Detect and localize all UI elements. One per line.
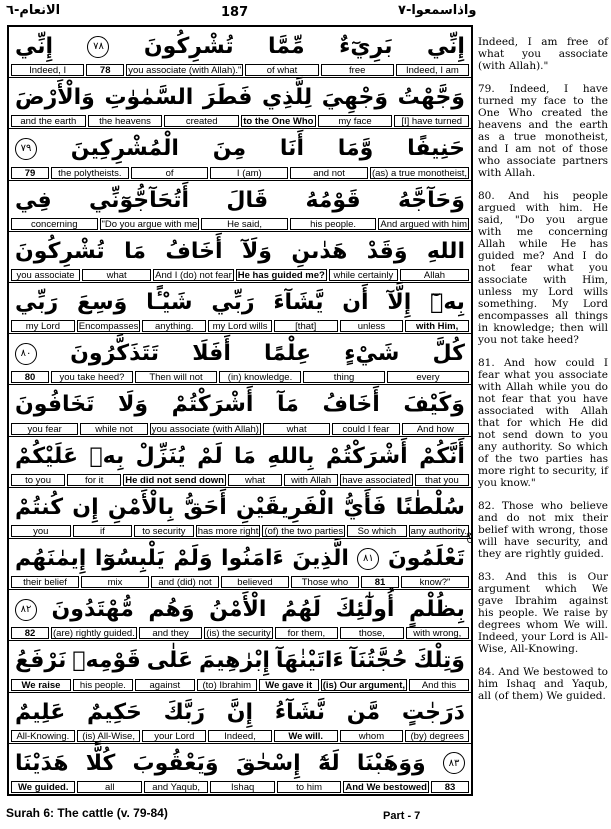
gloss-word: created: [164, 115, 239, 127]
arabic-word: كُلَّ: [432, 341, 465, 367]
gloss-word: my Lord: [11, 320, 75, 332]
gloss-word: (as) a true monotheist,: [371, 167, 467, 179]
gloss-word: those,: [340, 627, 403, 639]
surah-header-arabic: الانعام-٦: [6, 3, 61, 18]
arabic-word: عِلْمًا: [264, 341, 312, 367]
arabic-word: كُلًّا: [85, 750, 116, 776]
gloss-word: to him: [277, 781, 341, 793]
gloss-word: unless: [340, 320, 404, 332]
gloss-word: you associate (with Allah).": [128, 65, 242, 77]
arabic-word: أَشْرَكْتُمْ: [325, 443, 408, 469]
translation-paragraph: 84. And We bestowed to him Ishaq and Yaqub, all (of them) We guided.: [478, 666, 608, 702]
verse-row: [9, 437, 471, 488]
gloss-word: to you: [11, 474, 65, 486]
gloss-word: 83: [431, 781, 469, 793]
arabic-word: مِنَ: [212, 136, 247, 162]
gloss-word: Ishaq: [210, 781, 274, 793]
arabic-word: إِنَّ: [226, 699, 254, 725]
gloss-word: my face: [318, 115, 393, 127]
gloss-word: I (am): [210, 167, 288, 179]
gloss-word: And how: [402, 423, 469, 435]
gloss-word: that you: [415, 474, 469, 486]
arabic-word: رَبَّكَ: [163, 699, 206, 725]
gloss-word: free: [321, 64, 394, 76]
arabic-word: الَّذِينَ: [292, 546, 349, 572]
arabic-word: وَحَآجَّهُ: [397, 187, 465, 213]
arabic-word: قَوْمِهٖ: [72, 648, 141, 674]
arabic-word: شَيْءٍ: [344, 341, 400, 367]
english-gloss-line: [11, 371, 469, 383]
footer-part: Part - 7: [383, 810, 421, 822]
arabic-word: وَيَعْقُوبَ: [132, 750, 219, 776]
gloss-word: All-Knowing.: [11, 730, 75, 742]
arabic-word: مَآ: [277, 392, 299, 418]
english-gloss-line: [11, 423, 469, 435]
verse-row: [9, 129, 471, 180]
arabic-word: قَوْمُهُ: [305, 187, 361, 213]
footer-surah: Surah 6: The cattle (v. 79-84): [6, 806, 168, 820]
gloss-word: We raise: [11, 679, 71, 691]
verse-row: [9, 181, 471, 232]
gloss-word: with Allah: [284, 474, 338, 486]
gloss-word: and not: [290, 167, 368, 179]
arabic-word: وَسِعَ: [76, 290, 128, 316]
arabic-word: أَنَا: [279, 136, 304, 162]
arabic-line: [15, 29, 465, 64]
gloss-word: his people.: [73, 679, 133, 691]
arabic-word: إِبْرٰهِيمَ: [198, 648, 270, 674]
gloss-word: for it: [67, 474, 121, 486]
translation-paragraph: 81. And how could I fear what you associate with Allah while you do not fear that you have associated with Allah that for which He did not send down to you any authority. So which of the two parties has more right to security, if you know.": [478, 357, 608, 489]
arabic-word: أَشْرَكْتُمْ: [171, 392, 254, 418]
arabic-word: قَالَ: [226, 187, 269, 213]
arabic-word: نَّشَآءُ: [274, 699, 325, 725]
arabic-word: مَا: [124, 238, 146, 264]
arabic-word: رَبِّي: [211, 290, 255, 316]
arabic-word: أَنَّكُمْ: [419, 443, 465, 469]
english-gloss-line: [11, 730, 469, 742]
arabic-word: فَأَيُّ: [343, 494, 387, 520]
gloss-word: you associate (with Allah): [151, 423, 259, 435]
gloss-word: and Yaqub,: [144, 781, 208, 793]
gloss-word: We guided.: [11, 781, 75, 793]
arabic-word: بِاللهِ: [267, 443, 315, 469]
gloss-word: to security: [134, 525, 194, 537]
rub-marker: ربع: [466, 532, 476, 544]
arabic-word: بِظُلْمٍ: [409, 597, 465, 623]
english-gloss-line: [11, 218, 469, 230]
gloss-word: thing: [303, 371, 385, 383]
arabic-line: [15, 131, 465, 166]
gloss-word: you: [11, 525, 71, 537]
gloss-word: while not: [80, 423, 147, 435]
translation-paragraph: Indeed, I am free of what you associate (with Allah).": [478, 36, 608, 72]
gloss-word: [I] have turned: [394, 115, 469, 127]
translation-paragraph: 83. And this is Our argument which We gave Ibrahim against his people. We raise by degrees whom We will. Indeed, your Lord is All-Wise, All-Knowing.: [478, 571, 608, 655]
arabic-line: [15, 643, 465, 678]
arabic-line: [15, 592, 465, 627]
gloss-word: for them,: [275, 627, 338, 639]
gloss-word: their belief: [11, 576, 79, 588]
verse-row: [9, 232, 471, 283]
arabic-word: عَلَيْكُمْ: [15, 443, 79, 469]
arabic-word: وَتِلْكَ: [413, 648, 465, 674]
verse-number-marker: ٨٢: [15, 599, 37, 621]
verse-row: [9, 641, 471, 692]
gloss-word: And I (do) not fear: [155, 269, 232, 281]
gloss-word: have associated: [342, 474, 411, 486]
arabic-word: بِهٖ: [89, 443, 125, 469]
verse-row: [9, 744, 471, 795]
gloss-word: (are) rightly guided.: [53, 628, 135, 640]
arabic-word: إِلَّآ: [387, 290, 412, 316]
arabic-word: وَجَّهْتُ: [397, 85, 465, 111]
arabic-line: [15, 285, 465, 320]
gloss-word: his people.: [290, 218, 377, 230]
arabic-word: وَكَيْفَ: [403, 392, 465, 418]
english-gloss-line: [11, 474, 469, 486]
english-gloss-line: [11, 269, 469, 281]
arabic-word: أَفَلَا: [192, 341, 231, 367]
gloss-word: could I fear: [332, 423, 399, 435]
verse-row: [9, 385, 471, 436]
arabic-word: ءَاتَيْنٰهَآ: [275, 648, 344, 674]
gloss-word: 79: [11, 167, 49, 179]
gloss-word: every: [387, 371, 469, 383]
arabic-word: بِالْأَمْنِ: [107, 494, 175, 520]
arabic-line: [15, 541, 465, 576]
gloss-word: So which: [347, 525, 407, 537]
gloss-word: (to) Ibrahim: [197, 679, 257, 691]
arabic-word: إِنِّي: [426, 34, 465, 60]
arabic-word: أُولٰٓئِكَ: [335, 597, 395, 623]
verse-row: [9, 539, 471, 590]
english-gloss-line: [11, 627, 469, 639]
translation-paragraph: 82. Those who believe and do not mix their belief with wrong, those will have security, and they are rightly guided.: [478, 500, 608, 560]
gloss-word: and they: [139, 627, 202, 639]
gloss-word: He has guided me?: [237, 269, 325, 281]
arabic-word: وَلَا: [117, 392, 148, 418]
arabic-word: أَتُحَآجُّوٓنِّي: [88, 187, 190, 213]
arabic-word: إِن: [72, 494, 99, 520]
gloss-word: We will.: [274, 730, 338, 742]
arabic-word: إِيمٰنَهُم: [15, 546, 87, 572]
gloss-word: you associate: [11, 269, 80, 281]
arabic-word: وَقَدْ: [366, 238, 408, 264]
verse-number-marker: ٧٩: [15, 138, 37, 160]
translation-paragraph: 80. And his people argued with him. He said, "Do you argue with me concerning Allah while He has guided me? And I do not fear what you associate with Him, unless my Lord wills something. My Lord encompasses all things in knowledge; then will you not take heed?: [478, 190, 608, 346]
arabic-word: سُلْطٰنًا: [395, 494, 465, 520]
arabic-word: إِسْحٰقَ: [235, 750, 301, 776]
arabic-word: هَدٰىنِ: [291, 238, 348, 264]
gloss-word: your Lord: [142, 730, 206, 742]
translation-column: [478, 36, 608, 713]
verse-row: [9, 27, 471, 78]
arabic-word: وَوَهَبْنَا: [356, 750, 426, 776]
gloss-word: know?": [401, 576, 469, 588]
arabic-word: الْفَرِيقَيْنِ: [236, 494, 335, 520]
arabic-word: يَلْبِسُوٓا: [94, 546, 165, 572]
gloss-word: Encompasses: [77, 320, 141, 332]
arabic-word: وَلَمْ: [173, 546, 213, 572]
arabic-word: تَتَذَكَّرُونَ: [70, 341, 160, 367]
gloss-word: you take heed?: [51, 371, 133, 383]
gloss-word: whom: [340, 730, 404, 742]
gloss-word: against: [135, 679, 195, 691]
gloss-word: believed: [221, 576, 289, 588]
arabic-word: هَدَيْنَا: [15, 750, 69, 776]
arabic-line: [15, 490, 465, 525]
arabic-word: مُّهْتَدُونَ: [51, 597, 134, 623]
gloss-word: Indeed, I am: [396, 64, 469, 76]
gloss-word: mix: [81, 576, 149, 588]
word-by-word-frame: [7, 25, 473, 796]
gloss-word: 82: [11, 627, 49, 639]
verse-row: [9, 283, 471, 334]
gloss-word: Indeed, I: [11, 64, 84, 76]
verse-number-marker: ٨١: [357, 548, 379, 570]
arabic-word: وَلَآ: [241, 238, 272, 264]
verse-row: [9, 693, 471, 744]
gloss-word: (is) All-Wise,: [77, 730, 141, 742]
arabic-word: لَهٗٓ: [318, 750, 340, 776]
arabic-word: لِلَّذِي: [262, 85, 313, 111]
gloss-word: And We bestowed: [345, 781, 427, 793]
gloss-word: Indeed,: [208, 730, 272, 742]
english-gloss-line: [11, 679, 469, 691]
gloss-word: anything.: [142, 320, 206, 332]
arabic-word: تُشْرِكُونَ: [143, 34, 234, 60]
arabic-word: السَّمٰوٰتِ: [104, 85, 194, 111]
arabic-line: [15, 234, 465, 269]
arabic-word: الْأَمْنُ: [209, 597, 267, 623]
arabic-word: رَبِّي: [15, 290, 59, 316]
english-gloss-line: [11, 64, 469, 76]
translation-paragraph: 79. Indeed, I have turned my face to the One Who created the heavens and the earth as a true monotheist, and I am not of those who associate partners with Allah.: [478, 83, 608, 179]
gloss-word: of: [131, 167, 209, 179]
gloss-word: what: [263, 423, 330, 435]
gloss-word: with Him,: [405, 320, 469, 332]
verse-number-marker: ٨٠: [15, 343, 37, 365]
gloss-word: has more right: [197, 525, 259, 537]
english-gloss-line: [11, 781, 469, 793]
gloss-word: what: [82, 269, 151, 281]
gloss-word: 80: [11, 371, 49, 383]
arabic-word: وَجْهِيَ: [321, 85, 389, 111]
gloss-word: Allah: [400, 269, 469, 281]
gloss-word: And this: [409, 679, 469, 691]
english-gloss-line: [11, 167, 469, 179]
gloss-word: any authority.: [410, 525, 467, 537]
gloss-word: you fear: [11, 423, 78, 435]
arabic-word: تُشْرِكُونَ: [15, 238, 105, 264]
arabic-word: تَخَافُونَ: [15, 392, 95, 418]
arabic-line: [15, 439, 465, 474]
page-number: 187: [221, 5, 249, 20]
arabic-word: تَعْلَمُونَ: [387, 546, 465, 572]
verse-row: [9, 334, 471, 385]
arabic-word: نَرْفَعُ: [15, 648, 67, 674]
arabic-word: يَّشَآءَ: [273, 290, 324, 316]
gloss-word: Then will not: [135, 371, 217, 383]
gloss-word: He did not send down: [125, 474, 224, 486]
arabic-word: فَطَرَ: [202, 85, 253, 111]
gloss-word: "Do you argue with me: [101, 218, 198, 230]
gloss-word: 78: [86, 64, 124, 76]
arabic-word: وَهُم: [148, 597, 195, 623]
verse-row: [9, 78, 471, 129]
arabic-word: عَلِيمٌ: [15, 699, 66, 725]
gloss-word: (in) knowledge.: [219, 371, 301, 383]
arabic-word: بَرِيٓءٌ: [339, 34, 393, 60]
arabic-line: [15, 746, 465, 781]
arabic-line: [15, 695, 465, 730]
arabic-word: يُنَزِّلْ: [135, 443, 186, 469]
arabic-word: حَنِيفًا: [407, 136, 465, 162]
arabic-word: حُجَّتُنَآ: [349, 648, 408, 674]
english-gloss-line: [11, 320, 469, 332]
verse-number-marker: ٨٣: [443, 752, 465, 774]
gloss-word: and (did) not: [151, 576, 219, 588]
arabic-word: الْمُشْرِكِينَ: [70, 136, 179, 162]
gloss-word: of what: [245, 64, 318, 76]
arabic-word: أَخَافُ: [322, 392, 380, 418]
gloss-word: (is) Our argument,: [322, 679, 406, 691]
gloss-word: He said,: [201, 218, 288, 230]
arabic-word: فِي: [15, 187, 52, 213]
arabic-line: [15, 80, 465, 115]
gloss-word: (by) degrees: [405, 730, 469, 742]
juz-header-arabic: واذاسمعوا-٧: [398, 3, 477, 18]
arabic-word: أَحَقُّ: [183, 494, 227, 520]
gloss-word: while certainly: [329, 269, 398, 281]
gloss-word: (of) the two parties: [264, 525, 344, 537]
arabic-word: لَمْ: [197, 443, 223, 469]
gloss-word: all: [77, 781, 141, 793]
arabic-word: حَكِيمٌ: [86, 699, 142, 725]
gloss-word: 81: [361, 576, 399, 588]
arabic-word: وَّمَا: [337, 136, 374, 162]
gloss-word: the polytheists.: [51, 167, 129, 179]
arabic-word: مَا: [234, 443, 256, 469]
arabic-word: كُنتُمْ: [15, 494, 64, 520]
gloss-word: my Lord wills: [208, 320, 272, 332]
arabic-word: مَّن: [346, 699, 381, 725]
arabic-word: أَن: [342, 290, 369, 316]
gloss-word: And argued with him: [380, 218, 467, 230]
gloss-word: (is) the security: [206, 628, 271, 640]
arabic-word: لَهُمُ: [280, 597, 321, 623]
gloss-word: concerning: [11, 218, 98, 230]
arabic-word: إِنِّي: [15, 34, 54, 60]
arabic-word: بِهٖٓ: [430, 290, 465, 316]
gloss-word: the heavens: [88, 115, 163, 127]
english-gloss-line: [11, 115, 469, 127]
arabic-word: اللهِ: [426, 238, 465, 264]
arabic-line: [15, 183, 465, 218]
verse-number-marker: ٧٨: [87, 36, 109, 58]
gloss-word: [that]: [274, 320, 338, 332]
gloss-word: Those who: [291, 576, 359, 588]
gloss-word: to the One Who: [241, 115, 316, 127]
verse-row: [9, 590, 471, 641]
gloss-word: if: [73, 525, 133, 537]
arabic-word: وَالْأَرْضَ: [15, 85, 95, 111]
arabic-word: شَيْـًٔا: [146, 290, 193, 316]
gloss-word: We gave it: [259, 679, 319, 691]
arabic-word: مِّمَّا: [268, 34, 305, 60]
gloss-word: and the earth: [11, 115, 86, 127]
arabic-word: أَخَافُ: [165, 238, 223, 264]
arabic-word: دَرَجٰتٍ: [401, 699, 465, 725]
verse-row: [9, 488, 471, 539]
arabic-line: [15, 387, 465, 422]
arabic-line: [15, 336, 465, 371]
gloss-word: what: [228, 474, 282, 486]
english-gloss-line: [11, 576, 469, 588]
arabic-word: عَلٰى: [146, 648, 193, 674]
gloss-word: with wrong,: [406, 627, 469, 639]
arabic-word: ءَامَنُوا: [221, 546, 284, 572]
english-gloss-line: [11, 525, 469, 537]
